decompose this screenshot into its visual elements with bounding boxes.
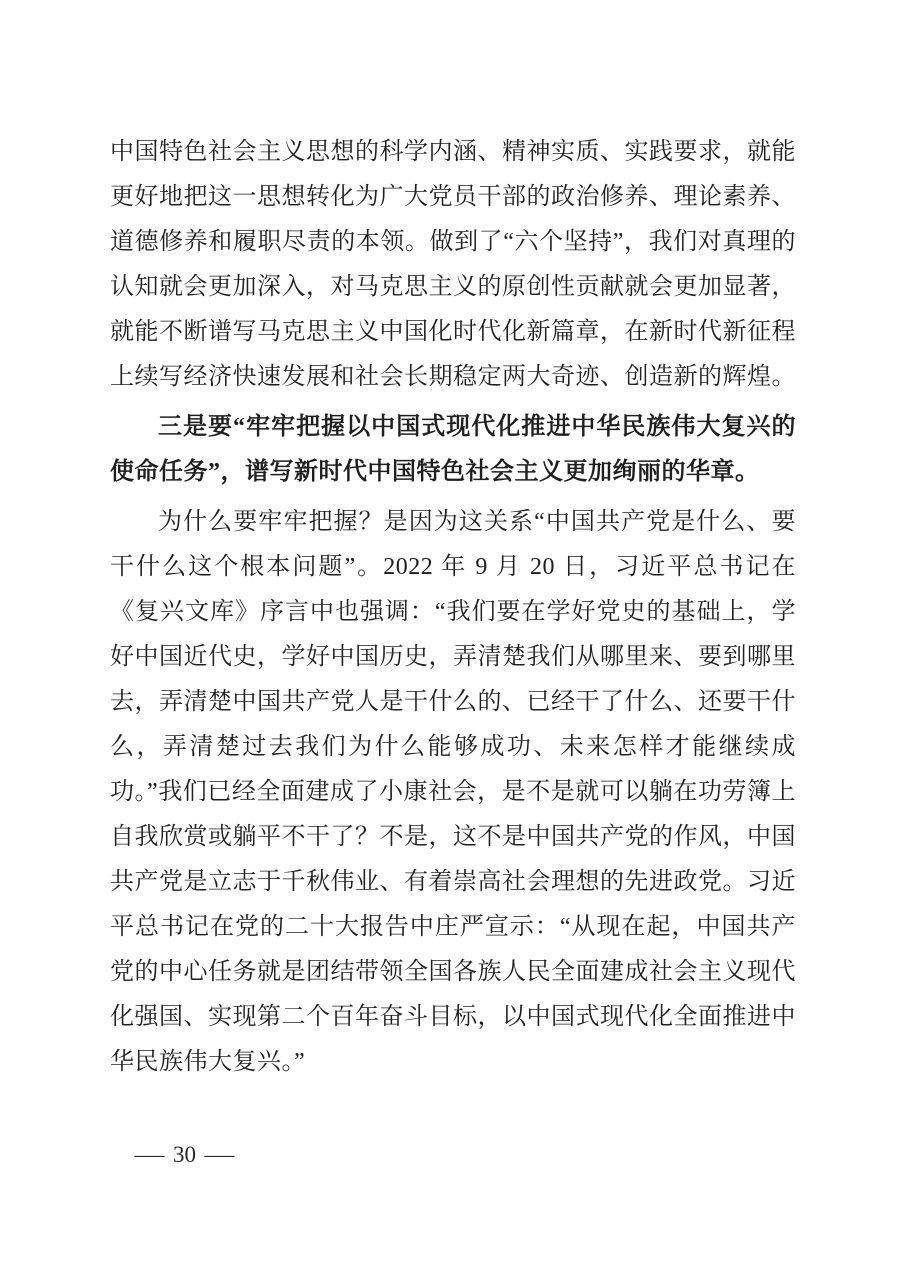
- footer-dash-right: —: [204, 1142, 235, 1167]
- paragraph: 为什么要牢牢把握？是因为这关系“中国共产党是什么、要干什么这个根本问题”。2022 年 9 月 20 日，习近平总书记在《复兴文库》序言中也强调：“我们要在学好党史的基础上，学好中国近代史，学好中国历史，弄清楚我们从哪里来、要到哪里去，弄清楚中国共产党人是干什么的、已经干了什么、还要干什么，弄清楚过去我们为什么能够成功、未来怎样才能继续成功。”我们已经全面建成了小康社会，是不是就可以躺在功劳簿上自我欣赏或躺平不干了？不是，这不是中国共产党的作风，中国共产党是立志于千秋伟业、有着崇高社会理想的先进政党。习近平总书记在党的二十大报告中庄严宣示：“从现在起，中国共产党的中心任务就是团结带领全国各族人民全面建成社会主义现代化强国、实现第二个百年奋斗目标，以中国式现代化全面推进中华民族伟大复兴。”: [110, 509, 796, 1075]
- paragraph-continuation: 中国特色社会主义思想的科学内涵、精神实质、实践要求，就能更好地把这一思想转化为广大党员干部的政治修养、理论素养、道德修养和履职尽责的本领。做到了“六个坚持”，我们对真理的认知就会更加深入，对马克思主义的原创性贡献就会更加显著，就能不断谱写马克思主义中国化时代化新篇章，在新时代新征程上续写经济快速发展和社会长期稳定两大奇迹、创造新的辉煌。: [110, 139, 796, 390]
- page-body: [110, 130, 796, 1085]
- page-number: 30: [173, 1142, 196, 1167]
- page-footer: [134, 1140, 235, 1170]
- section-heading: 三是要“牢牢把握以中国式现代化推进中华民族伟大复兴的使命任务”，谱写新时代中国特色社会主义更加绚丽的华章。: [110, 414, 796, 485]
- footer-dash-left: —: [134, 1142, 165, 1167]
